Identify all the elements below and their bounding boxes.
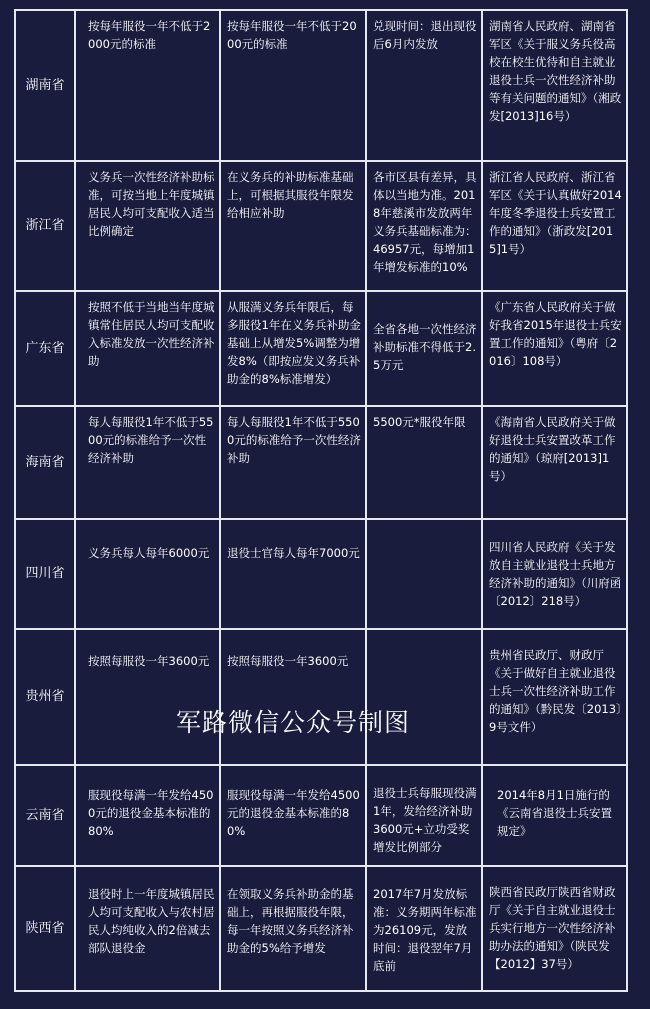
payment-note-cell: 2017年7月发放标准：义务期两年标准为26109元，发放时间：退役翌年7月底前 [366,866,482,991]
table-row-hainan [15,406,627,519]
nco-standard-cell: 服现役每满一年发给4500元的退役金基本标准的80% [220,765,366,866]
policy-document-cell: 《广东省人民政府关于做好我省2015年退役士兵安置工作的通知》（粤府〔2016〕108号） [482,291,627,406]
subsidy-table [14,9,628,992]
nco-standard-cell: 在义务兵的补助标准基础上，可根据其服役年限发给相应补助 [220,161,366,291]
nco-standard-cell: 按照每服役一年3600元 [220,629,366,765]
payment-note-cell: 兑现时间：退出现役后6月内发放 [366,10,482,161]
payment-note-cell [366,629,482,765]
policy-document-cell: 浙江省人民政府、浙江省军区《关于认真做好2014年度冬季退役士兵安置工作的通知》（浙政发[2015]1号） [482,161,627,291]
policy-document-cell: 湖南省人民政府、湖南省军区《关于服义务兵役高校在校生优待和自主就业退役士兵一次性经济补助等有关问题的通知》（湘政发[2013]16号） [482,10,627,161]
nco-standard-cell: 按每年服役一年不低于2000元的标准 [220,10,366,161]
nco-standard-cell: 从服满义务兵年限后，每多服役1年在义务兵补助金基础上从增发5%调整为增发8%（即按应发义务兵补助金的8%标准增发） [220,291,366,406]
policy-document-cell: 陕西省民政厅陕西省财政厅《关于自主就业退役士兵实行地方一次性经济补助办法的通知》（陕民发【2012】37号） [482,866,627,991]
province-cell: 湖南省 [15,10,75,161]
payment-note-cell: 退役士兵每服现役满1年，发给经济补助 3600元+立功受奖增发比例部分 [366,765,482,866]
nco-standard-cell: 退役士官每人每年7000元 [220,519,366,629]
policy-document-cell: 贵州省民政厅、财政厅《关于做好自主就业退役士兵一次性经济补助工作的通知》（黔民发〔2013〕9号文件） [482,629,627,765]
compulsory-soldier-standard-cell: 每人每服役1年不低于5500元的标准给予一次性经济补助 [75,406,220,519]
province-cell: 云南省 [15,765,75,866]
nco-standard-cell: 在领取义务兵补助金的基础上，再根据服役年限，每一年按照义务兵经济补助金的5%给予增发 [220,866,366,991]
payment-note-cell: 全省各地一次性经济补助标准不得低于2.5万元 [366,291,482,406]
table-row-sichuan [15,519,627,629]
payment-note-cell: 5500元*服役年限 [366,406,482,519]
nco-standard-cell: 每人每服役1年不低于5500元的标准给予一次性经济补助 [220,406,366,519]
policy-document-cell: 2014年8月1日施行的《云南省退役士兵安置规定》 [482,765,627,866]
table-row-guangdong [15,291,627,406]
province-cell: 四川省 [15,519,75,629]
policy-document-cell: 四川省人民政府《关于发放自主就业退役士兵地方经济补助的通知》（川府函〔2012〕218号） [482,519,627,629]
province-cell: 陕西省 [15,866,75,991]
table-row-zhejiang [15,161,627,291]
table-row-guizhou [15,629,627,765]
payment-note-cell [366,519,482,629]
table-row-shaanxi [15,866,627,991]
province-cell: 广东省 [15,291,75,406]
payment-note-cell: 各市区县有差异，具体以当地为准。2018年慈溪市发放两年义务兵基础标准为：46957元，每增加1年增发标准的10% [366,161,482,291]
province-cell: 海南省 [15,406,75,519]
province-cell: 贵州省 [15,629,75,765]
table-row-hunan [15,10,627,161]
compulsory-soldier-standard-cell: 按照每服役一年3600元 [75,629,220,765]
compulsory-soldier-standard-cell: 服现役每满一年发给4500元的退役金基本标准的80% [75,765,220,866]
compulsory-soldier-standard-cell: 义务兵每人每年6000元 [75,519,220,629]
policy-document-cell: 《海南省人民政府关于做好退役士兵安置改革工作的通知》（琼府[2013]1号） [482,406,627,519]
compulsory-soldier-standard-cell: 按照不低于当地当年度城镇常住居民人均可支配收入标准发放一次性经济补助 [75,291,220,406]
table-row-yunnan [15,765,627,866]
compulsory-soldier-standard-cell: 义务兵一次性经济补助标准，可按当地上年度城镇居民人均可支配收入适当比例确定 [75,161,220,291]
province-cell: 浙江省 [15,161,75,291]
compulsory-soldier-standard-cell: 按每年服役一年不低于2000元的标准 [75,10,220,161]
watermark-text: 军路微信公众号制图 [176,708,411,737]
compulsory-soldier-standard-cell: 退役时上一年度城镇居民人均可支配收入与农村居民人均纯收入的2倍减去部队退役金 [75,866,220,991]
